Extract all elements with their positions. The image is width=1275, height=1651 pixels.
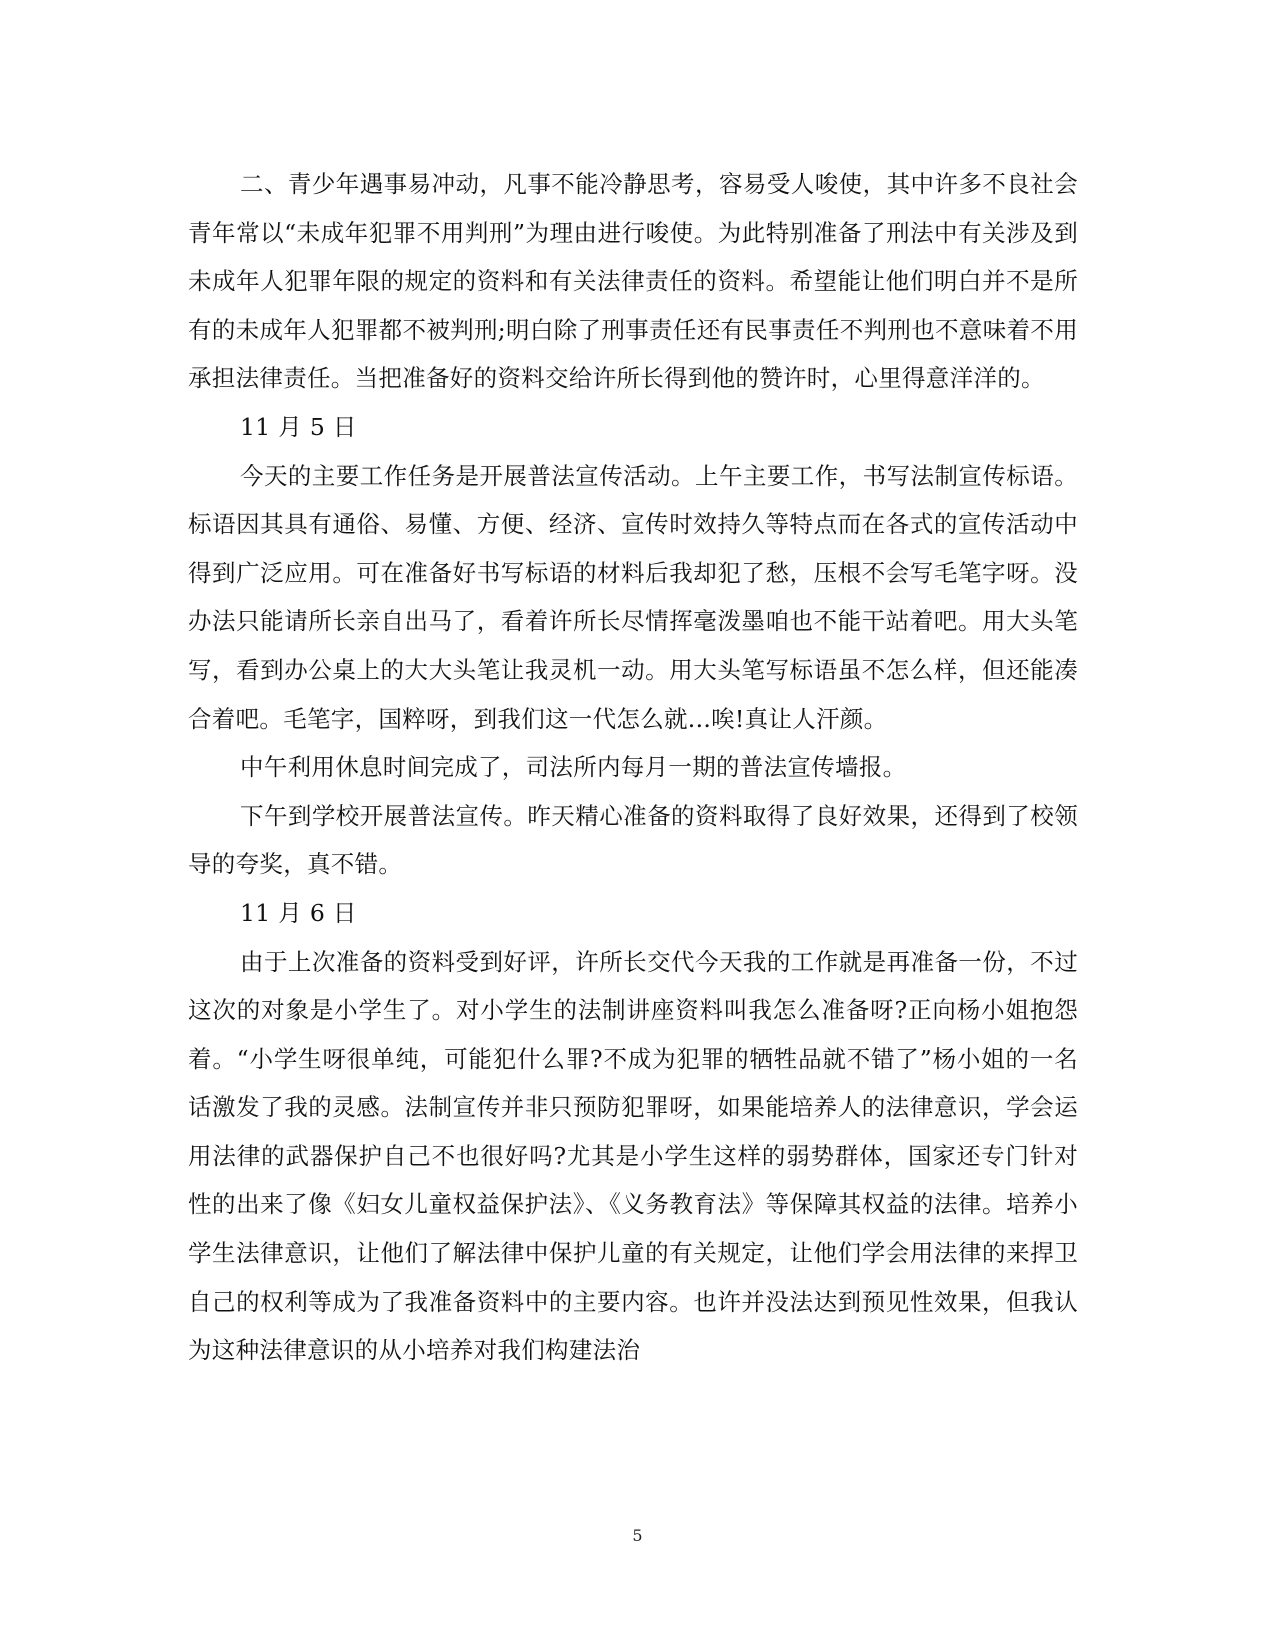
paragraph-primary-students: 由于上次准备的资料受到好评，许所长交代今天我的工作就是再准备一份，不过这次的对象是小学生了。对小学生的法制讲座资料叫我怎么准备呀?正向杨小姐抱怨着。“小学生呀很单纯，可能犯什么罪?不成为犯罪的牺牲品就不错了”杨小姐的一名话激发了我的灵感。法制宣传并非只预防犯罪呀，如果能培养人的法律意识，学会运用法律的武器保护自己不也很好吗?尤其是小学生这样的弱势群体，国家还专门针对性的出来了像《妇女儿童权益保护法》、《义务教育法》等保障其权益的法律。培养小学生法律意识，让他们了解法律中保护儿童的有关规定，让他们学会用法律的来捍卫自己的权利等成为了我准备资料中的主要内容。也许并没法达到预见性效果，但我认为这种法律意识的从小培养对我们构建法治 bbox=[188, 947, 1078, 1365]
paragraph-legal-promotion: 今天的主要工作任务是开展普法宣传活动。上午主要工作，书写法制宣传标语。标语因其具有通俗、易懂、方便、经济、宣传时效持久等特点而在各式的宣传活动中得到广泛应用。可在准备好书写标语的材料后我却犯了愁，压根不会写毛笔字呀。没办法只能请所长亲自出马了，看着许所长尽情挥毫泼墨咱也不能干站着吧。用大头笔写，看到办公桌上的大大头笔让我灵机一动。用大头笔写标语虽不怎么样，但还能凑合着吧。毛笔字，国粹呀，到我们这一代怎么就...唉!真让人汗颜。 bbox=[188, 461, 1078, 733]
paragraph-youth-impulse: 二、青少年遇事易冲动，凡事不能冷静思考，容易受人唆使，其中许多不良社会青年常以“未成年犯罪不用判刑”为理由进行唆使。为此特别准备了刑法中有关涉及到未成年人犯罪年限的规定的资料和有关法律责任的资料。希望能让他们明白并不是所有的未成年人犯罪都不被判刑;明白除了刑事责任还有民事责任不判刑也不意味着不用承担法律责任。当把准备好的资料交给许所长得到他的赞许时，心里得意洋洋的。 bbox=[188, 170, 1078, 393]
date-heading-nov-6: 11 月 6 日 bbox=[240, 898, 357, 927]
paragraph-afternoon-school: 下午到学校开展普法宣传。昨天精心准备的资料取得了良好效果，还得到了校领导的夸奖，真不错。 bbox=[188, 801, 1078, 879]
date-heading-nov-5: 11 月 5 日 bbox=[240, 412, 357, 441]
page-number: 5 bbox=[632, 1526, 643, 1545]
document-body bbox=[188, 160, 1078, 1375]
paragraph-noon-wall-poster: 中午利用休息时间完成了，司法所内每月一期的普法宣传墙报。 bbox=[240, 753, 907, 782]
